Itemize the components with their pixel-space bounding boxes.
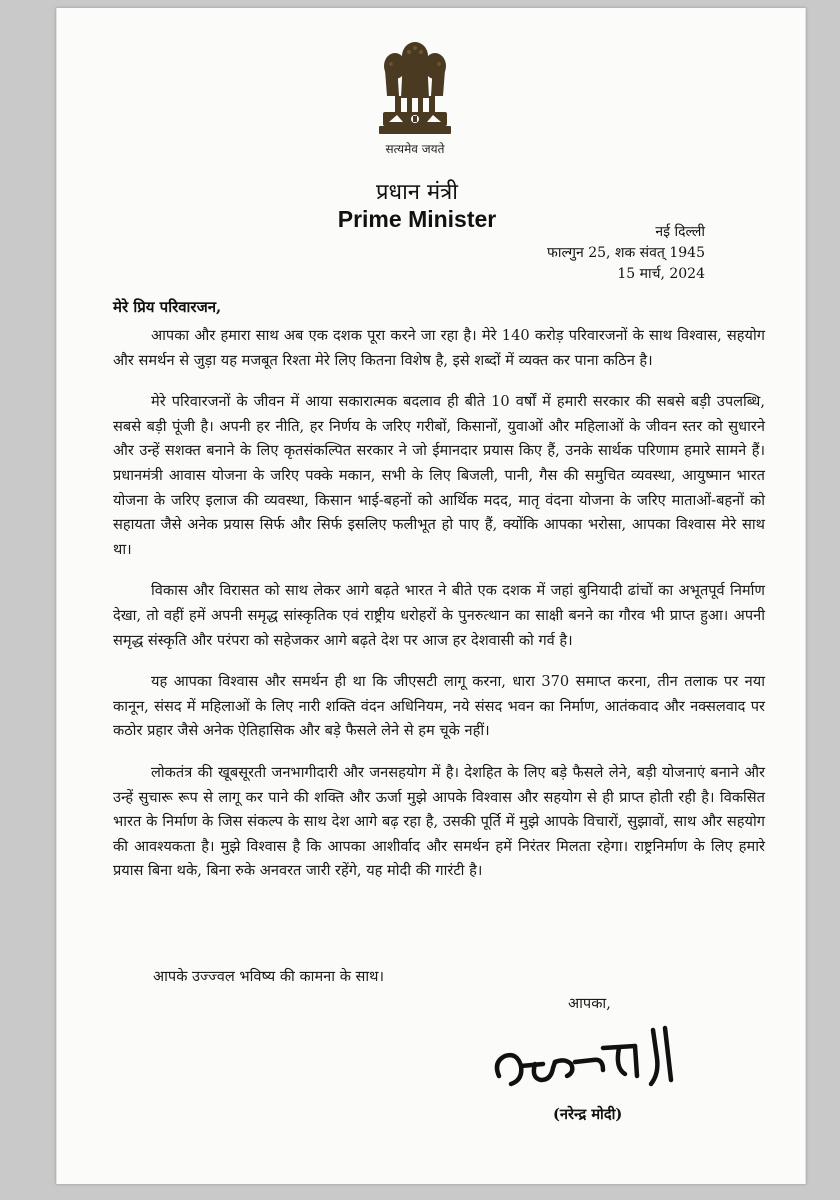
paragraph-5: लोकतंत्र की खूबसूरती जनभागीदारी और जनसहयोग में है। देशहित के लिए बड़े फैसले लेने, बड़ी योजनाएं बनाने और उन्हें सुचारू रूप से लागू कर पाने की शक्ति और ऊर्जा मुझे आपके विश्वास और सहयोग से ही प्राप्त होती रही है। विकसित भारत के निर्माण के जिस संकल्प के साथ देश आगे बढ़ रहा है, उसकी पूर्ति में मुझे आपके विचारों, सुझावों, साथ और सहयोग की आवश्यकता है। मुझे विश्वास है कि आपका आशीर्वाद और समर्थन हमें निरंतर मिलता रहेगा। राष्ट्रनिर्माण के लिए हमारे प्रयास बिना थके, बिना रुके अनवरत जारी रहेंगे, यह मोदी की गारंटी है। (113, 763, 765, 880)
place-date-block (547, 222, 705, 285)
national-emblem-icon (375, 36, 455, 146)
letter-body (113, 324, 765, 901)
paragraph-4: यह आपका विश्वास और समर्थन ही था कि जीएसटी लागू करना, धारा 370 समाप्त करना, तीन तलाक पर नया कानून, संसद में महिलाओं के लिए नारी शक्ति वंदन अधिनियम, नये संसद भवन का निर्माण, आतंकवाद और नक्सलवाद पर कठोर प्रहार जैसे अनेक ऐतिहासिक और बड़े फैसले लेने से हम चूके नहीं। (113, 673, 765, 740)
yours-line: आपका, (568, 995, 611, 1012)
signatory-name: (नरेन्द्र मोदी) (553, 1106, 623, 1123)
paragraph-2: मेरे परिवारजनों के जीवन में आया सकारात्मक बदलाव ही बीते 10 वर्षों में हमारी सरकार की सबसे बड़ी उपलब्धि, सबसे बड़ी पूंजी है। अपनी हर नीति, हर निर्णय के जरिए गरीबों, किसानों, युवाओं और महिलाओं के जीवन स्तर को सुधारने और उन्हें सशक्त बनाने के लिए कृतसंकल्पित सरकार ने जो ईमानदार प्रयास किए हैं, उनके सार्थक परिणाम हमारे सामने हैं। प्रधानमंत्री आवास योजना के जरिए पक्के मकान, सभी के लिए बिजली, पानी, गैस की समुचित व्यवस्था, आयुष्मान भारत योजना के जरिए इलाज की व्यवस्था, किसान भाई-बहनों को आर्थिक मदद, मातृ वंदना योजना के जरिए माताओं-बहनों को सहायता जैसे अनेक प्रयास सिर्फ और सिर्फ इसलिए फलीभूत हो पाए हैं, क्योंकि आपका भरोसा, आपका विश्वास मेरे साथ था। (113, 393, 765, 558)
office-title-hindi: प्रधान मंत्री (376, 180, 458, 205)
gregorian-date: 15 मार्च, 2024 (617, 266, 705, 282)
paragraph-3: विकास और विरासत को साथ लेकर आगे बढ़ते भारत ने बीते एक दशक में जहां बुनियादी ढांचों का अभूतपूर्व निर्माण देखा, तो वहीं हमें अपनी समृद्ध सांस्कृतिक एवं राष्ट्रीय धरोहरों के पुनरुत्थान का साक्षी बनने का गौरव भी प्राप्त हुआ। अपनी समृद्ध संस्कृति और परंपरा को सहेजकर आगे बढ़ते देश पर आज हर देशवासी को गर्व है। (113, 582, 765, 649)
place-city: नई दिल्ली (655, 224, 705, 240)
salutation: मेरे प्रिय परिवारजन, (113, 298, 222, 316)
emblem-motto: सत्यमेव जयते (385, 142, 445, 156)
handwritten-signature (485, 1018, 685, 1098)
paragraph-1: आपका और हमारा साथ अब एक दशक पूरा करने जा रहा है। मेरे 140 करोड़ परिवारजनों के साथ विश्वास, सहयोग और समर्थन से जुड़ा यह मजबूत रिश्ता मेरे लिए कितना विशेष है, इसे शब्दों में व्यक्त कर पाना कठिन है। (113, 327, 765, 369)
saka-date: फाल्गुन 25, शक संवत् 1945 (547, 245, 705, 261)
office-title-english: Prime Minister (337, 206, 497, 232)
closing-line: आपके उज्ज्वल भविष्य की कामना के साथ। (153, 968, 385, 985)
letter-sheet (56, 8, 806, 1184)
